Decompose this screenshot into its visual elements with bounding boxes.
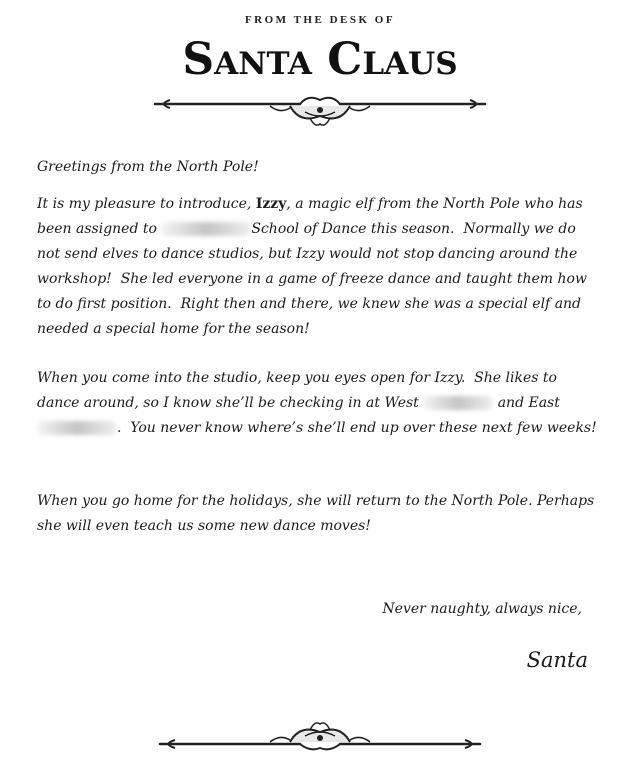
para1-intro: It is my pleasure to introduce, xyxy=(37,196,256,212)
bottom-scroll-ornament xyxy=(150,718,490,758)
letter-greeting: Greetings from the North Pole! xyxy=(37,159,259,175)
para1-rest: School of Dance this season. Normally we do not send elves to dance studios, but Izzy would not stop dancing around the workshop! She led everyone in a game of freeze dance and taught them how to do first position. Right then and there, we knew she was a special elf and needed a special home for the season! xyxy=(37,221,592,337)
para2-part3: . You never know where’s she’ll end up over these next few weeks! xyxy=(117,420,597,436)
elf-name: Izzy xyxy=(255,196,287,212)
letter-paragraph-2 xyxy=(37,366,597,441)
redacted-studio-name xyxy=(161,222,251,236)
santa-signature: Santa xyxy=(526,648,588,672)
letter-closing: Never naughty, always nice, xyxy=(382,601,582,617)
para2-part2: and East xyxy=(493,395,565,411)
letter-paragraph-1 xyxy=(37,192,597,342)
letterhead-title: Santa Claus xyxy=(182,34,458,85)
para2-part1: When you come into the studio, keep you eyes open for Izzy. She likes to dance around, so I know she’ll be checking in at West xyxy=(37,370,562,411)
top-scroll-ornament xyxy=(150,90,490,130)
redacted-east-location xyxy=(37,421,117,435)
redacted-west-location xyxy=(423,396,493,410)
letter-paragraph-3: When you go home for the holidays, she will return to the North Pole. Perhaps she will even teach us some new dance moves! xyxy=(37,493,599,534)
from-the-desk-of-line: FROM THE DESK OF xyxy=(244,14,396,26)
para1-middle: , a magic elf from the North Pole who has been assigned to xyxy=(37,196,588,237)
